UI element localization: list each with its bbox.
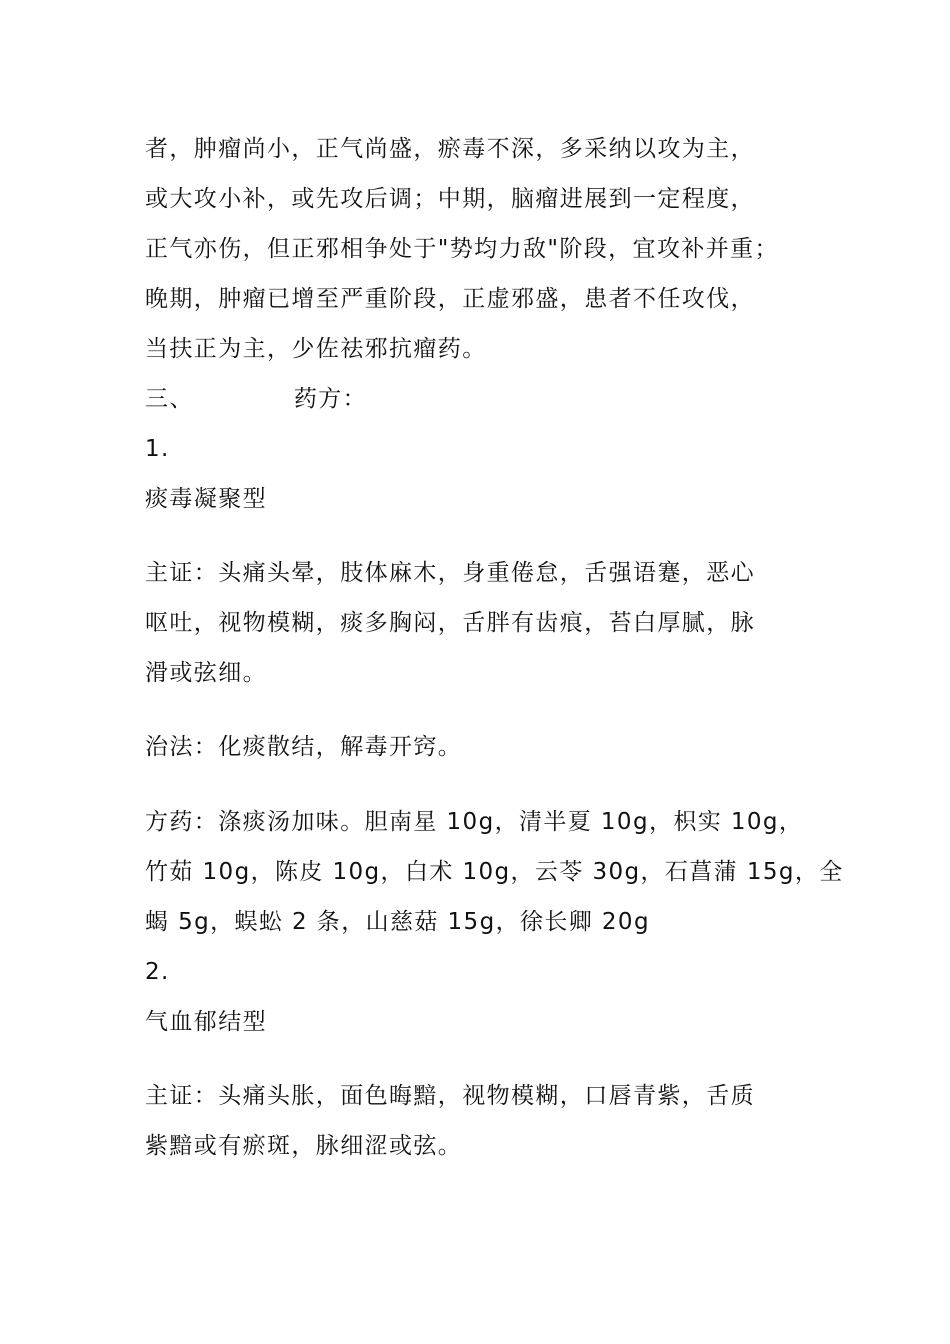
type-number: 2. xyxy=(145,959,170,985)
intro-line: 或大攻小补，或先攻后调；中期，脑瘤进展到一定程度， xyxy=(145,186,755,212)
section-heading xyxy=(145,384,367,414)
type-name: 痰毒凝聚型 xyxy=(145,486,267,512)
prescription-line: 竹茹 10g，陈皮 10g，白术 10g，云苓 30g，石菖蒲 15g，全 xyxy=(145,859,844,885)
symptoms-line: 滑或弦细。 xyxy=(145,660,267,686)
symptoms-line: 主证：头痛头胀，面色晦黯，视物模糊，口唇青紫，舌质 xyxy=(145,1083,755,1109)
symptoms-line: 紫黯或有瘀斑，脉细涩或弦。 xyxy=(145,1133,463,1159)
type-number: 1. xyxy=(145,436,170,462)
intro-line: 当扶正为主，少佐祛邪抗瘤药。 xyxy=(145,336,487,362)
symptoms-line: 主证：头痛头晕，肢体麻木，身重倦怠，舌强语蹇，恶心 xyxy=(145,560,755,586)
treatment-method: 治法：化痰散结，解毒开窍。 xyxy=(145,734,463,760)
symptoms-line: 呕吐，视物模糊，痰多胸闷，舌胖有齿痕，苔白厚腻，脉 xyxy=(145,610,755,636)
intro-line: 者，肿瘤尚小，正气尚盛，瘀毒不深，多采纳以攻为主， xyxy=(145,136,755,162)
type-name: 气血郁结型 xyxy=(145,1009,267,1035)
intro-line: 正气亦伤，但正邪相争处于"势均力敌"阶段，宜攻补并重； xyxy=(145,236,779,262)
section-number: 三、 xyxy=(145,386,194,412)
section-title: 药方： xyxy=(293,386,368,412)
prescription-line: 蝎 5g，蜈蚣 2 条，山慈菇 15g，徐长卿 20g xyxy=(145,909,650,935)
prescription-line: 方药：涤痰汤加味。胆南星 10g，清半夏 10g，枳实 10g， xyxy=(145,809,804,835)
intro-line: 晚期，肿瘤已增至严重阶段，正虚邪盛，患者不任攻伐， xyxy=(145,286,755,312)
